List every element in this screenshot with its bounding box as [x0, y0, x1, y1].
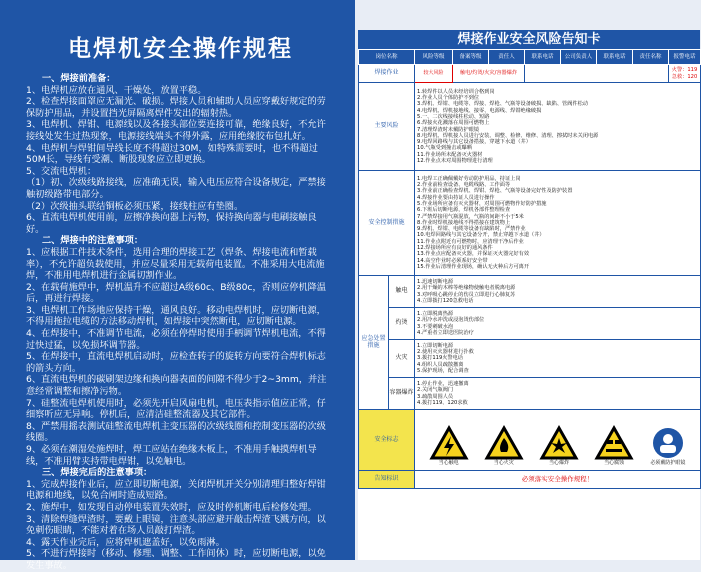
- emergency-items: [415, 308, 701, 340]
- footer-row: [359, 471, 701, 489]
- emergency-item: 4.拨打119、120求救: [417, 399, 468, 406]
- emergency-row: [359, 340, 701, 378]
- risk-item: 6.焊接火花溅落在周围可燃物上: [417, 120, 490, 127]
- corrosion-warning-sign: [595, 426, 633, 466]
- emergency-items: [415, 276, 701, 308]
- procedure-line: （2）次级抽头联结铜板必须压紧，接线柱应有垫圈。: [26, 200, 244, 212]
- shock-warning-sign: [430, 426, 468, 466]
- control-item: 3.作业前正确检查焊机、焊钳、焊枪、气瓶等设备完好性及防护装置: [417, 188, 573, 195]
- blank-cell: [525, 65, 669, 83]
- emergency-item: 2.使用灭火器材进行扑救: [417, 349, 474, 356]
- emergency-item: 2.用干燥的木棒等绝缘物使触电者脱离电源: [417, 285, 516, 292]
- procedure-line: 2、施焊中，如发现自动停电装置失效时，应及时停机断电后检修处理。: [26, 501, 317, 513]
- emergency-type: 触电: [389, 276, 415, 308]
- procedure-text: [26, 73, 335, 572]
- control-item: 7.严禁焊接用气瓶混放，气瓶的间距不小于5米: [417, 213, 524, 220]
- control-item: 9.焊机、焊钳、电缆等设备有缺陷时，严禁作业: [417, 226, 526, 233]
- procedure-line: 2、检查焊接面罩应无漏光、破损。焊接人员和辅助人员应穿戴好规定的劳保防护用品，并设置挡光屏隔离焊件发出的辐射热。: [26, 96, 326, 119]
- fire-warning-icon: [485, 426, 523, 460]
- risk-item: 5.一、二次线接线柱松动、短路: [417, 113, 490, 120]
- emergency-items: [415, 378, 701, 410]
- control-item: 15.作业后清理作业现场，确认无火种后方可离开: [417, 263, 530, 270]
- row-category: 主要风险: [359, 83, 415, 171]
- risk-item: 1.转焊件以人员未经培训合格到岗: [417, 88, 495, 95]
- procedure-line: 5、在焊接中，直流电焊机启动时，应检查转子的旋转方向要符合焊机标志的箭头方向。: [26, 351, 326, 374]
- header-cell: 联系电话: [525, 50, 561, 65]
- header-cell: 联系电话: [597, 50, 633, 65]
- card-title: 焊接作业安全风险告知卡: [358, 30, 700, 49]
- emergency-item: 1.停止作业，迅速撤离: [417, 380, 469, 387]
- emergency-item: 3.拨打119火警电话: [417, 355, 463, 362]
- emergency-item: 3.对呼吸心跳停止的伤员立即进行心肺复苏: [417, 291, 516, 298]
- header-cell: 责任名称: [633, 50, 669, 65]
- sign-caption: 当心爆炸: [548, 459, 569, 466]
- control-item: 8.作业时焊机接地线不得搭接在建筑物上: [417, 219, 511, 226]
- risk-table: [358, 49, 701, 489]
- explosion-warning-sign: [540, 426, 578, 466]
- post-name: 焊接作业: [359, 65, 415, 83]
- risk-item: 9.电焊回路线与其它设备搭接，穿越下水道（井）: [417, 139, 531, 146]
- emergency-item: 4.严重者立即送医院治疗: [417, 329, 474, 336]
- procedure-line: 6、直流电焊机的碳刷架边缘和换向器表面的间隙不得少于2~3mm，并注意经常调整和擦净污物。: [26, 374, 327, 398]
- control-items: [415, 171, 701, 276]
- procedure-line: （1）初、次级线路接线，应准确无误，输入电压应符合设备规定，严禁接触初级路带电部分。: [26, 177, 326, 200]
- risk-item: 11.作业场所未配备灭火器材: [417, 151, 483, 158]
- emergency-item: 4.组织人员疏散撤离: [417, 361, 464, 368]
- footer-text: 必须落实安全操作规程！: [415, 471, 701, 489]
- risk-level: 较大风险: [415, 65, 453, 83]
- control-item: 5.作业场所应备有灭火器材，对周围可燃物作好防护措施: [417, 200, 547, 207]
- header-cell: 报警电话: [669, 50, 701, 65]
- sign-label: 安全标志: [359, 410, 415, 471]
- row-category: 应急处置措施: [359, 276, 389, 410]
- page-title: 电焊机安全操作规程: [68, 36, 293, 62]
- emergency-numbers: 火警：119 急救：120: [669, 65, 701, 83]
- procedure-line: 1、电焊机应放在通风、干燥处，放置平稳。: [26, 84, 207, 96]
- procedure-line: 5、不进行焊接时（移动、修理、调整、工作间休）时，应切断电源，以免发生事故。: [26, 548, 326, 571]
- risk-row: [359, 83, 701, 171]
- control-item: 6.下班后切断电源，焊机各部件整理检查: [417, 207, 511, 214]
- emergency-item: 2.关闭气瓶阀门: [417, 387, 454, 394]
- procedure-line: 1、完成焊接作业后，应立即切断电源，关闭焊机开关分别清理归整好焊钳电源和地线，以免合闸时造成短路。: [26, 478, 326, 502]
- control-item: 2.作业前检查设备、电缆线路、工作面等: [417, 182, 511, 189]
- emergency-row: [359, 276, 701, 308]
- emergency-item: 1.迅速切断电源: [417, 278, 454, 285]
- emergency-type: 容器爆炸: [389, 378, 415, 410]
- emergency-item: 2.用冷水冲洗或浸泡烫伤部位: [417, 317, 485, 324]
- eye-protection-sign: [650, 426, 685, 466]
- emergency-items: [415, 340, 701, 378]
- header-row: [359, 50, 701, 65]
- signs-cell: [415, 410, 701, 471]
- shock-warning-icon: [430, 426, 468, 460]
- control-row: [359, 171, 701, 276]
- post-row: [359, 65, 701, 83]
- section-heading: 一、焊接前准备：: [42, 73, 116, 84]
- section-heading: 三、焊接完后的注意事项：: [42, 467, 153, 479]
- risk-card: [358, 30, 700, 560]
- explosion-warning-icon: [540, 426, 578, 460]
- emergency-item: 5.保护现场，配合调查: [417, 367, 469, 374]
- risk-item: 3.焊机、焊钳、电缆等、焊接、焊枪、气瓶等设备破损、缺陷、管阀件松动: [417, 101, 588, 108]
- risk-item: 7.清理焊渣时未戴防护眼镜: [417, 126, 480, 133]
- section-heading: 二、焊接中的注意事项：: [42, 235, 144, 247]
- control-item: 14.高空作业时必须系好安全带: [417, 257, 488, 264]
- control-item: 10.电焊回路线与其它设备分开，禁止穿越下水道（井）: [417, 232, 545, 239]
- row-category: 安全控制措施: [359, 171, 415, 276]
- emergency-item: 3.不要刺破水泡: [417, 323, 454, 330]
- sign-caption: 必须戴防护眼镜: [650, 459, 686, 466]
- control-item: 4.焊接作业要由持证人员进行操作: [417, 194, 495, 201]
- control-item: 13.作业点应配备灭火器，并保证灭火器完好有效: [417, 251, 530, 258]
- emergency-item: 1.立即切断电源: [417, 342, 454, 349]
- sign-caption: 当心触电: [438, 459, 459, 466]
- risk-item: 10.气瓶受到撞击或曝晒: [417, 145, 472, 152]
- safety-signs: [415, 410, 700, 470]
- control-item: 12.焊接场所应有良好的通风条件: [417, 245, 493, 252]
- sign-caption: 当心火灾: [493, 459, 514, 466]
- goggles-icon: [651, 426, 685, 460]
- risk-items: [415, 83, 701, 171]
- emergency-type: 灼烫: [389, 308, 415, 340]
- emergency-item: 4.立即拨打120急救电话: [417, 297, 474, 304]
- procedure-line: 4、电焊机与焊钳间导线长度不得超过30M，如特殊需要时，也不得超过50M长，导线有受潮、断股现象应立即更换。: [26, 142, 318, 166]
- procedure-line: 9、必须在潮湿处施焊时，焊工应站在绝缘木板上，不准用手触摸焊机导线，不准用臂夹持带电焊钳，以免触电。: [26, 444, 317, 467]
- risk-item: 8.电焊机、焊机接人员进行安装、调整、检修、维修、清理、擦拭时未关闭电源: [417, 132, 599, 139]
- procedure-line: 3、电焊机、焊钳、电源线以及各接头部位要连接可靠，绝缘良好，不允许接线处发生过热现象，电源接线端头不得外露，应用绝缘胶布包扎好。: [26, 119, 326, 142]
- header-cell: 备案等级: [453, 50, 489, 65]
- emergency-row: [359, 378, 701, 410]
- header-cell: 风险等级: [415, 50, 453, 65]
- signs-row: [359, 410, 701, 471]
- header-cell: 公司负责人: [561, 50, 597, 65]
- control-item: 1.电焊工正确佩戴好劳动防护用品，持证上岗: [417, 175, 521, 182]
- risk-item: 4.电焊机、焊机接地线、接零、电源线、焊钳绝缘破损: [417, 107, 542, 114]
- control-item: 11.作业点附近有可燃物时，应清理干净后作业: [417, 238, 524, 245]
- header-cell: 岗位名称: [359, 50, 415, 65]
- risk-factors: 触电/灼烫/火灾/容器爆炸: [453, 65, 525, 83]
- sign-caption: 当心腐蚀: [604, 459, 625, 466]
- fire-warning-sign: [485, 426, 523, 466]
- emergency-item: 1.立即脱离热源: [417, 310, 454, 317]
- risk-item: 12.作业点未对周围物理进行清理: [417, 157, 493, 164]
- procedure-line: 3、电焊机工作场地应保持干燥，通风良好。移动电焊机时，应切断电源，不得用拖拉电缆的方法移动焊机，如焊接中突然断电，应切断电源。: [26, 304, 326, 328]
- procedure-line: 7、硅整流电焊机使用时，必须先开启风扇电机，电压表指示值应正常，仔细察听应无异响。停机后，应清洁硅整流器及其它部件。: [26, 397, 326, 421]
- corrosion-warning-icon: [595, 426, 633, 460]
- risk-item: 2.作业人员个体防护不到位: [417, 95, 480, 102]
- procedure-line: 6、直流电焊机使用前，应擦净换向器上污物，保持换向器与电刷接触良好。: [26, 212, 317, 235]
- emergency-type: 火灾: [389, 340, 415, 378]
- emergency-item: 3.疏散周围人员: [417, 393, 454, 400]
- header-cell: 责任人: [489, 50, 525, 65]
- procedure-line: 1、应根据工件技术条件，选用合理的焊接工艺（焊条、焊接电流和暂载率），不允许超负载使用，并应尽量采用无载荷电装置。不准采用大电流施焊，不准用电焊机进行金属切割作业。: [26, 246, 325, 282]
- emergency-row: [359, 308, 701, 340]
- footer-label: 告知标识: [359, 471, 415, 489]
- procedure-line: 8、严禁用摇表测试硅整流电焊机主变压器的次级线圈和控制变压器的次级线圈。: [26, 420, 326, 444]
- procedure-line: 5、交流电焊机：: [26, 165, 97, 177]
- procedure-line: 2、在载荷施焊中，焊机温升不应超过A级60c、B级80c，否则应停机降温后，再进行焊接。: [26, 281, 326, 305]
- procedure-line: 4、露天作业完后，应将焊机遮盖好，以免雨淋。: [26, 536, 225, 548]
- procedure-line: 4、在焊接中，不准调节电流，必须在停焊时使用手柄调节焊机电流，不得过快过猛，以免损坏调节器。: [26, 328, 326, 351]
- procedure-line: 3、清除焊缝焊渣时，要戴上眼镜，注意头部应避开敲击焊渣飞溅方向，以免刺伤眼睛，不能对着在场人员敲打焊渣。: [26, 513, 326, 537]
